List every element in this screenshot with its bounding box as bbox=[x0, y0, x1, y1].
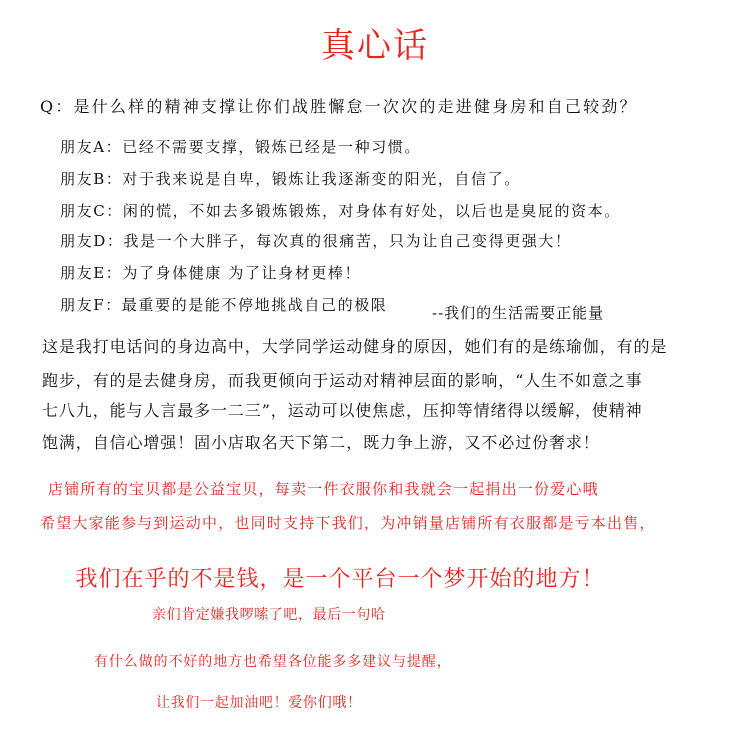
closing-line: 亲们肯定嫌我啰嗦了吧，最后一句哈 bbox=[152, 607, 386, 623]
paragraph-line: 饱满，自信心增强！固小店取名天下第二，既力争上游，又不必过份奢求！ bbox=[42, 433, 600, 452]
paragraph-line: 七八九，能与人言最多一二三”，运动可以使焦虑，压抑等情绪得以缓解，使精神 bbox=[42, 401, 643, 420]
friend-answer-d: 朋友D：我是一个大胖子，每次真的很痛苦，只为让自己变得更强大！ bbox=[60, 232, 572, 250]
friend-answer-e: 朋友E：为了身体健康 为了让身材更棒！ bbox=[60, 264, 362, 282]
friend-answer-b: 朋友B：对于我来说是自卑，锻炼让我逐渐变的阳光，自信了。 bbox=[60, 170, 521, 188]
charity-line: 店铺所有的宝贝都是公益宝贝，每卖一件衣服你和我就会一起捐出一份爱心哦 bbox=[48, 480, 599, 498]
tagline: --我们的生活需要正能量 bbox=[432, 304, 605, 322]
question-text: Q：是什么样的精神支撑让你们战胜懈怠一次次的走进健身房和自己较劲？ bbox=[40, 97, 638, 116]
paragraph-line: 跑步，有的是去健身房，而我更倾向于运动对精神层面的影响，“人生不如意之事 bbox=[42, 371, 643, 390]
closing-line: 让我们一起加油吧！爱你们哦！ bbox=[156, 695, 362, 711]
friend-answer-f: 朋友F：最重要的是能不停地挑战自己的极限 bbox=[60, 296, 388, 314]
page-title: 真心话 bbox=[321, 26, 429, 66]
slogan: 我们在乎的不是钱，是一个平台一个梦开始的地方！ bbox=[75, 567, 605, 592]
friend-answer-c: 朋友C：闲的慌，不如去多锻炼锻炼，对身体有好处，以后也是臭屁的资本。 bbox=[60, 202, 621, 220]
closing-line: 有什么做的不好的地方也希望各位能多多建议与提醒， bbox=[94, 654, 452, 670]
charity-line: 希望大家能参与到运动中，也同时支持下我们，为冲销量店铺所有衣服都是亏本出售， bbox=[40, 514, 656, 532]
friend-answer-a: 朋友A：已经不需要支撑，锻炼已经是一种习惯。 bbox=[60, 138, 422, 156]
paragraph-line: 这是我打电话问的身边高中，大学同学运动健身的原因，她们有的是练瑜伽，有的是 bbox=[42, 337, 668, 356]
